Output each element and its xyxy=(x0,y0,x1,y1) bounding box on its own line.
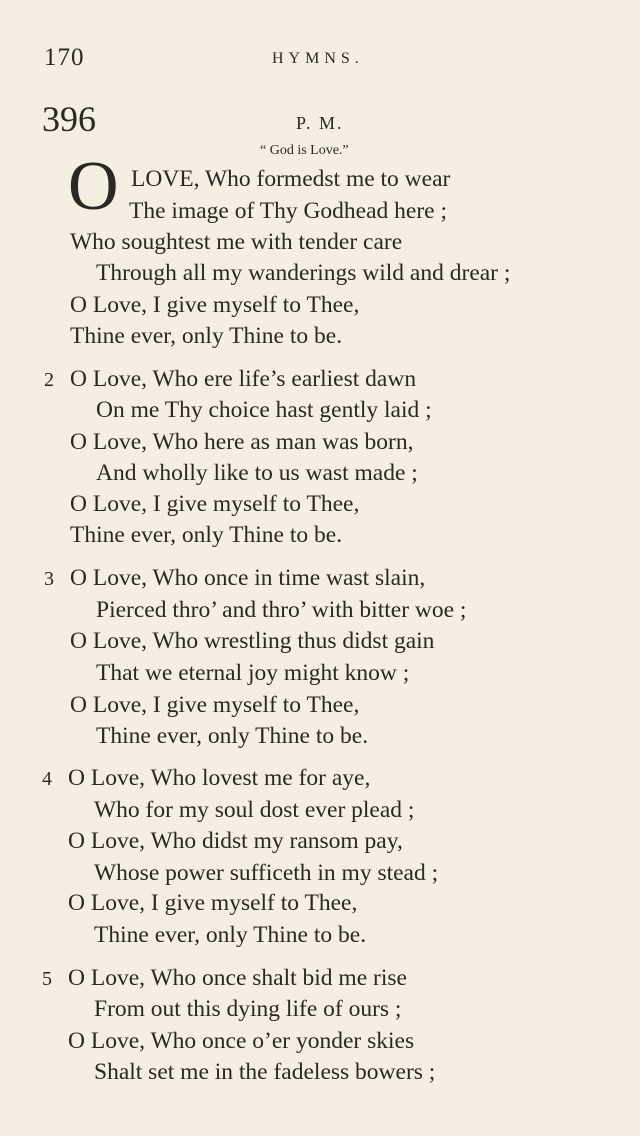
verse-line: O Love, Who lovest me for aye, xyxy=(68,765,371,791)
verse-line: O Love, Who here as man was born, xyxy=(70,429,414,455)
verse-line: The image of Thy Godhead here ; xyxy=(129,198,448,224)
verse-line: O Love, Who didst my ransom pay, xyxy=(68,828,403,854)
verse-line: From out this dying life of ours ; xyxy=(94,996,402,1022)
verse-line: O Love, I give myself to Thee, xyxy=(68,890,358,916)
verse-line: Thine ever, only Thine to be. xyxy=(70,323,343,349)
verse-line: Through all my wanderings wild and drear ; xyxy=(96,260,511,286)
verse-line: Thine ever, only Thine to be. xyxy=(96,723,369,749)
verse-line: On me Thy choice hast gently laid ; xyxy=(96,397,432,423)
verse-line: Thine ever, only Thine to be. xyxy=(94,922,367,948)
verse-line: And wholly like to us wast made ; xyxy=(96,460,418,486)
verse-number: 2 xyxy=(44,369,54,391)
hymn-meter: P. M. xyxy=(296,113,344,133)
verse-number: 4 xyxy=(42,768,52,790)
hymn-number: 396 xyxy=(42,99,96,139)
verse-line: That we eternal joy might know ; xyxy=(96,660,410,686)
verse-line: Thine ever, only Thine to be. xyxy=(70,522,343,548)
verse-line: O Love, I give myself to Thee, xyxy=(70,692,360,718)
hymn-epigraph: “ God is Love.” xyxy=(260,143,349,158)
verse-line: Pierced thro’ and thro’ with bitter woe ; xyxy=(96,597,467,623)
verse-number: 3 xyxy=(44,568,54,590)
verse-line: Shalt set me in the fadeless bowers ; xyxy=(94,1059,436,1085)
verse-number: 5 xyxy=(42,968,52,990)
verse-line: LOVE, Who formedst me to wear xyxy=(131,166,451,192)
verse-line: Who soughtest me with tender care xyxy=(70,229,403,255)
verse-line: O Love, I give myself to Thee, xyxy=(70,292,360,318)
verse-line: O Love, Who ere life’s earliest dawn xyxy=(70,366,417,392)
verse-line: Whose power sufficeth in my stead ; xyxy=(94,860,439,886)
drop-cap: O xyxy=(68,148,119,225)
verse-line: O Love, Who once shalt bid me rise xyxy=(68,965,407,991)
verse-line: O Love, I give myself to Thee, xyxy=(70,491,360,517)
running-head: HYMNS. xyxy=(272,50,364,67)
verse-line: O Love, Who once o’er yonder skies xyxy=(68,1028,415,1054)
verse-line: O Love, Who wrestling thus didst gain xyxy=(70,628,435,654)
verse-line: Who for my soul dost ever plead ; xyxy=(94,797,415,823)
verse-line: O Love, Who once in time wast slain, xyxy=(70,565,426,591)
page-number: 170 xyxy=(44,44,85,71)
